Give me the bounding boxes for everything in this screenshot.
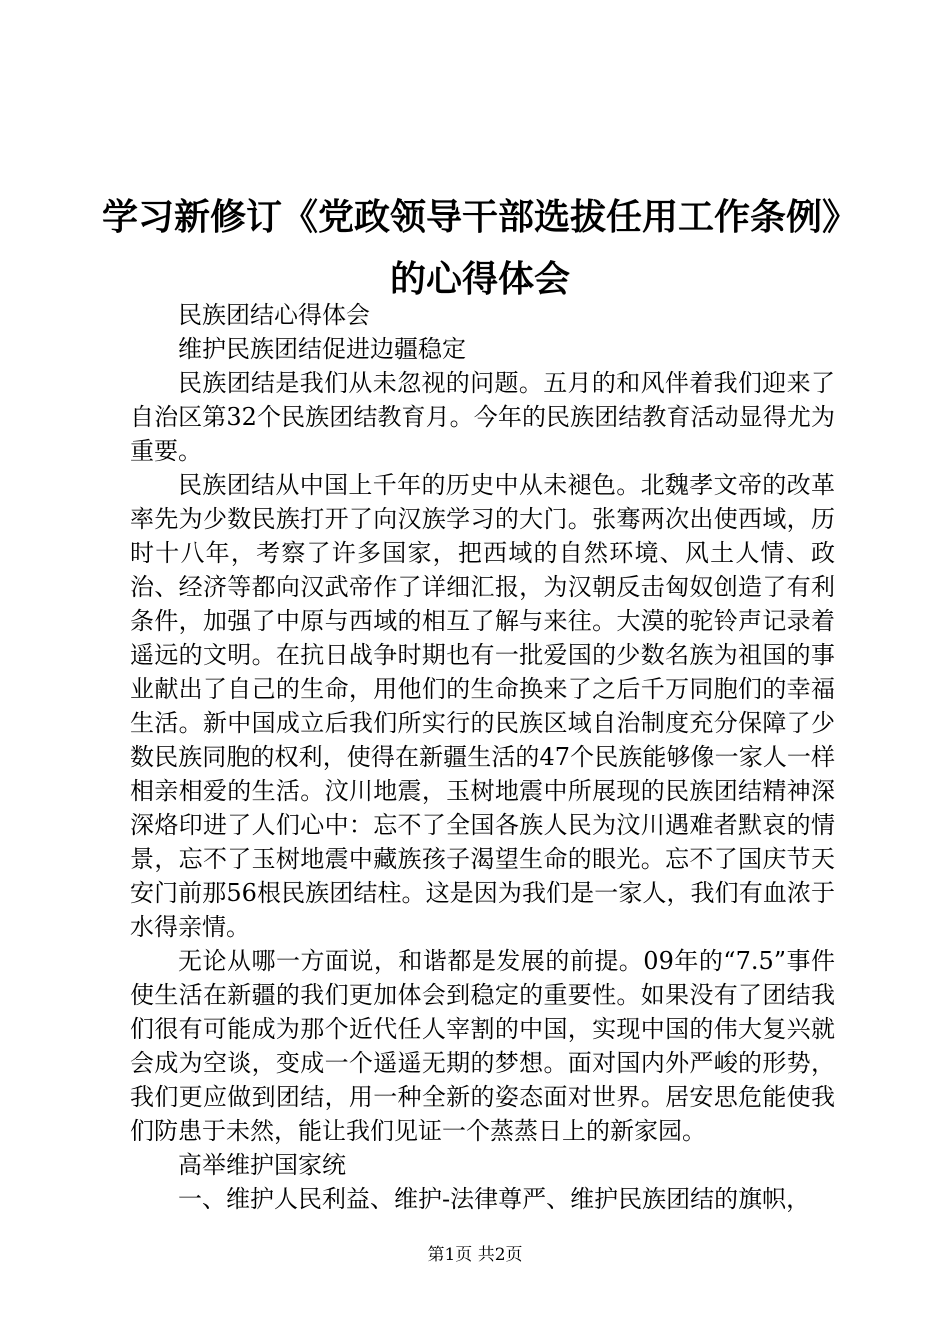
document-body — [130, 298, 835, 1216]
paragraph: 一、维护人民利益、维护-法律尊严、维护民族团结的旗帜， — [178, 1185, 811, 1213]
document-title: 学习新修订《党政领导干部选拔任用工作条例》的心得体会 — [101, 196, 858, 300]
paragraph: 无论从哪一方面说，和谐都是发展的前提。09年的“7.5”事件使生活在新疆的我们更加体会到稳定的重要性。如果没有了团结我们很有可能成为那个近代任人宰割的中国，实现中国的伟大复兴就会成为空谈，变成一个遥遥无期的梦想。面对国内外严峻的形势，我们更应做到团结，用一种全新的姿态面对世界。居安思危能使我们防患于未然，能让我们见证一个蒸蒸日上的新家园。 — [130, 947, 835, 1145]
paragraph: 民族团结从中国上千年的历史中从未褪色。北魏孝文帝的改革率先为少数民族打开了向汉族学习的大门。张骞两次出使西域，历时十八年，考察了许多国家，把西域的自然环境、风土人情、政治、经济等都向汉武帝作了详细汇报，为汉朝反击匈奴创造了有利条件，加强了中原与西域的相互了解与来往。大漠的驼铃声记录着遥远的文明。在抗日战争时期也有一批爱国的少数名族为祖国的事业献出了自己的生命，用他们的生命换来了之后千万同胞们的幸福生活。新中国成立后我们所实行的民族区域自治制度充分保障了少数民族同胞的权利，使得在新疆生活的47个民族能够像一家人一样相亲相爱的生活。汶川地震，玉树地震中所展现的民族团结精神深深烙印进了人们心中：忘不了全国各族人民为汶川遇难者默哀的情景，忘不了玉树地震中藏族孩子渴望生命的眼光。忘不了国庆节天安门前那56根民族团结柱。这是因为我们是一家人，我们有血浓于水得亲情。 — [130, 471, 835, 941]
paragraph: 高举维护国家统 — [178, 1151, 346, 1179]
paragraph: 维护民族团结促进边疆稳定 — [178, 335, 466, 363]
paragraph: 民族团结是我们从未忽视的问题。五月的和风伴着我们迎来了自治区第32个民族团结教育月。今年的民族团结教育活动显得尤为重要。 — [130, 369, 835, 465]
paragraph: 民族团结心得体会 — [178, 301, 370, 329]
page-footer: 第1页 共2页 — [427, 1245, 523, 1265]
